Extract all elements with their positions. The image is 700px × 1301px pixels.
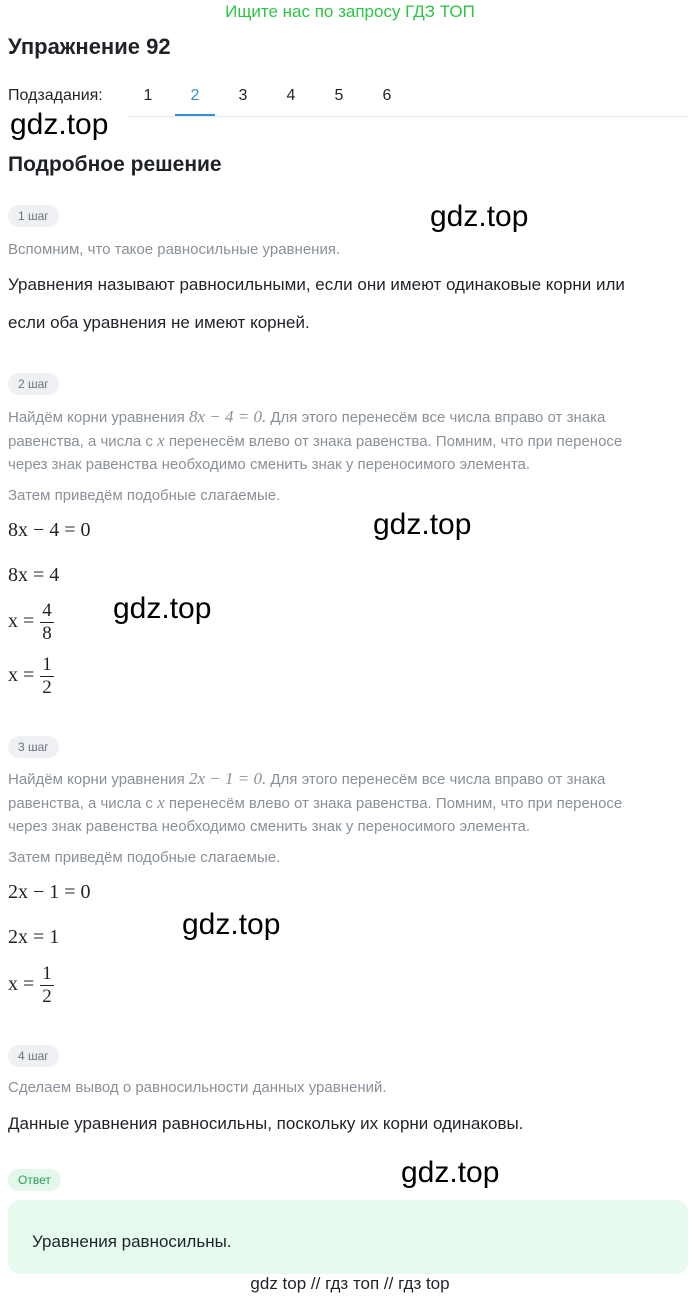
step-hint: равенства, а числа с x перенесём влево от знака равенства. Помним, что при переносе [8,431,623,450]
fraction-equation: x = $\frac{1}{2}$ [8,654,52,698]
answer-box [8,1200,688,1274]
step-hint: Найдём корни уравнения 2x − 1 = 0. Для этого перенесём все числа вправо от знака [8,769,606,788]
watermark: gdz.top [373,508,472,541]
equation: 8x = 4 [8,564,60,586]
tab-4[interactable]: 4 [286,87,296,104]
subtasks-label: Подзадания: [8,87,103,104]
page-title: Упражнение 92 [8,34,171,59]
inline-variable: x [157,431,165,450]
inline-variable: x [157,793,165,812]
fraction-equation: x = $\frac{4}{8}$ [8,600,52,644]
equation: 2x − 1 = 0 [8,881,91,903]
answer-text: Уравнения равносильны. [32,1232,232,1251]
fraction-equation: x = $\frac{1}{2}$ [8,963,52,1007]
answer-badge: Ответ [8,1169,61,1191]
equation: 2x = 1 [8,926,60,948]
step-hint: Затем приведём подобные слагаемые. [8,487,281,504]
step-badge: 3 шаг [8,736,59,758]
watermark: gdz.top [182,908,281,941]
step-hint: Сделаем вывод о равносильности данных уравнений. [8,1079,387,1096]
watermark: gdz.top [10,108,109,141]
tab-3[interactable]: 3 [238,87,248,104]
solution-title: Подробное решение [8,153,222,176]
step-hint: через знак равенства необходимо сменить знак у переносимого элемента. [8,818,531,835]
step-hint: Вспомним, что такое равносильные уравнения. [8,241,341,258]
step-badge: 1 шаг [8,205,59,227]
footer-links[interactable]: gdz top // гдз топ // гдз top [250,1274,450,1293]
watermark: gdz.top [113,592,212,625]
tab-6[interactable]: 6 [382,87,392,104]
watermark: gdz.top [401,1156,500,1189]
step-text-line: Уравнения называют равносильными, если они имеют одинаковые корни или [8,275,625,294]
step-badge: 4 шаг [8,1045,59,1067]
step-text-line: если оба уравнения не имеют корней. [8,313,310,332]
step-badge: 2 шаг [8,373,59,395]
watermark: gdz.top [430,200,529,233]
step-hint: Найдём корни уравнения 8x − 4 = 0. Для этого перенесём все числа вправо от знака [8,407,606,426]
inline-equation: 8x − 4 = 0. [188,407,267,426]
inline-equation: 2x − 1 = 0. [188,769,267,788]
equation: 8x − 4 = 0 [8,519,91,541]
step-hint: через знак равенства необходимо сменить знак у переносимого элемента. [8,456,531,473]
step-text: Данные уравнения равносильны, поскольку их корни одинаковы. [8,1114,524,1133]
tab-1[interactable]: 1 [143,87,153,104]
tab-2[interactable]: 2 [175,78,215,116]
step-hint: Затем приведём подобные слагаемые. [8,849,281,866]
step-hint: равенства, а числа с x перенесём влево от знака равенства. Помним, что при переносе [8,793,623,812]
tab-5[interactable]: 5 [334,87,344,104]
subtask-tabs [128,78,688,117]
promo-banner[interactable]: Ищите нас по запросу ГДЗ ТОП [225,2,475,21]
